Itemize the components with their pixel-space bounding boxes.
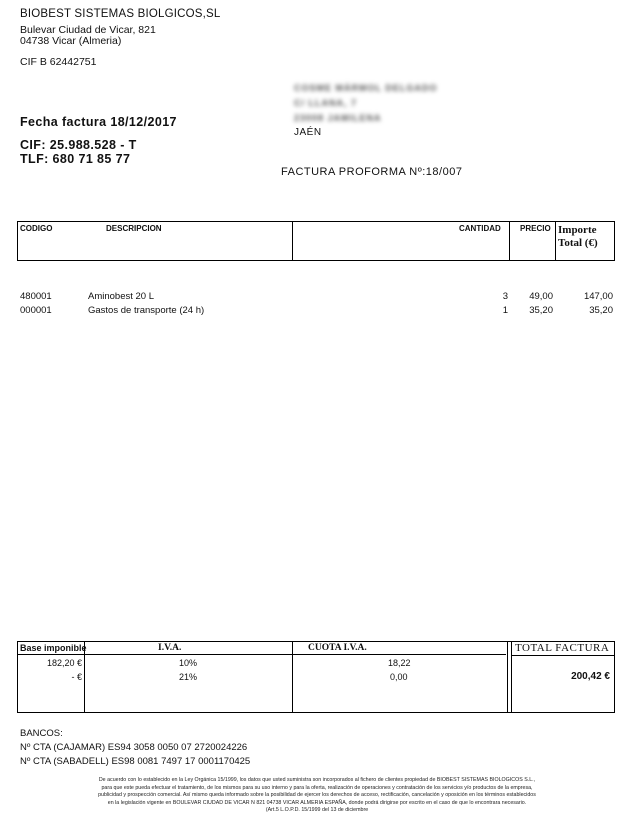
company-address-line2: 04738 Vicar (Almeria) <box>20 35 122 47</box>
invoice-date: Fecha factura 18/12/2017 <box>20 115 177 129</box>
item-qty: 3 <box>502 291 508 302</box>
header-codigo: CODIGO <box>20 224 53 233</box>
bank-account-sabadell: Nº CTA (SABADELL) ES98 0081 7497 17 0001170425 <box>20 756 251 767</box>
bank-account-cajamar: Nº CTA (CAJAMAR) ES94 3058 0050 07 2720024226 <box>20 742 248 753</box>
iva-row1: 10% <box>179 658 198 668</box>
base-row2: - € <box>71 672 82 682</box>
header-iva: I.V.A. <box>158 643 182 653</box>
item-code: 000001 <box>20 305 52 316</box>
item-total: 35,20 <box>589 305 613 316</box>
recipient-street: C/ LLANA, 7 <box>294 98 358 108</box>
company-address-line1: Bulevar Ciudad de Vicar, 821 <box>20 24 156 36</box>
total-amount: 200,42 € <box>571 671 610 682</box>
item-total: 147,00 <box>583 291 613 302</box>
header-base-imponible: Base imponible <box>20 643 87 653</box>
cuota-row1: 18,22 <box>388 658 411 668</box>
item-price: 49,00 <box>529 291 553 302</box>
item-qty: 1 <box>502 305 508 316</box>
recipient-city: 23008 JAMILENA <box>294 113 382 123</box>
item-price: 35,20 <box>529 305 553 316</box>
header-precio: PRECIO <box>520 224 551 233</box>
header-importe: Importe <box>558 224 597 236</box>
header-cuota-iva: CUOTA I.V.A. <box>308 643 367 653</box>
legal-notice <box>22 777 612 815</box>
header-descripcion: DESCRIPCION <box>106 224 162 233</box>
item-description: Aminobest 20 L <box>88 291 155 302</box>
customer-phone: TLF: 680 71 85 77 <box>20 152 131 166</box>
banks-title: BANCOS: <box>20 728 63 739</box>
legal-line: De acuerdo con lo establecido en la Ley Orgánica 15/1999, los datos que usted suministra son incorporados al fichero de clientes propiedad de BIOBEST SISTEMAS BIOLOGICOS S.L., <box>98 777 536 783</box>
legal-line: publicidad y prospección comercial. Así mismo queda informado sobre la posibilidad de ejercer los derechos de acceso, rectificación, cancelación y oposición en los términos establecidos <box>98 792 536 799</box>
company-cif: CIF B 62442751 <box>20 56 97 68</box>
header-cantidad: CANTIDAD <box>459 224 501 233</box>
header-total-factura: TOTAL FACTURA <box>515 642 610 654</box>
iva-row2: 21% <box>179 672 198 682</box>
items-header-table <box>17 221 615 261</box>
recipient-name: COSME MÁRMOL DELGADO <box>294 83 438 93</box>
cuota-row2: 0,00 <box>390 672 408 682</box>
item-description: Gastos de transporte (24 h) <box>88 305 205 316</box>
customer-cif: CIF: 25.988.528 - T <box>20 138 137 152</box>
header-total: Total (€) <box>558 237 598 249</box>
recipient-province: JAÉN <box>294 127 322 138</box>
base-row1: 182,20 € <box>46 658 82 668</box>
legal-line: en la legislación vigente en BOULEVAR CIUDAD DE VICAR N 821 04738 VICAR ALMERIA ESPAÑA, donde podrá dirigirse por escrito en el caso de que lo encontrara necesario. <box>107 799 527 806</box>
legal-line: para que este pueda efectuar el tratamiento, de los mismos para su uso interno y para la oferta, realización de operaciones y contratación de los servicios y/o productos de la empresa, <box>101 784 533 791</box>
item-code: 480001 <box>20 291 52 302</box>
invoice-title: FACTURA PROFORMA Nº:18/007 <box>281 166 463 178</box>
legal-line: (Art.5 L.O.P.D. 15/1999 del 13 de diciembre <box>265 807 369 814</box>
totals-table <box>17 641 615 713</box>
company-name: BIOBEST SISTEMAS BIOLGICOS,SL <box>20 8 221 20</box>
